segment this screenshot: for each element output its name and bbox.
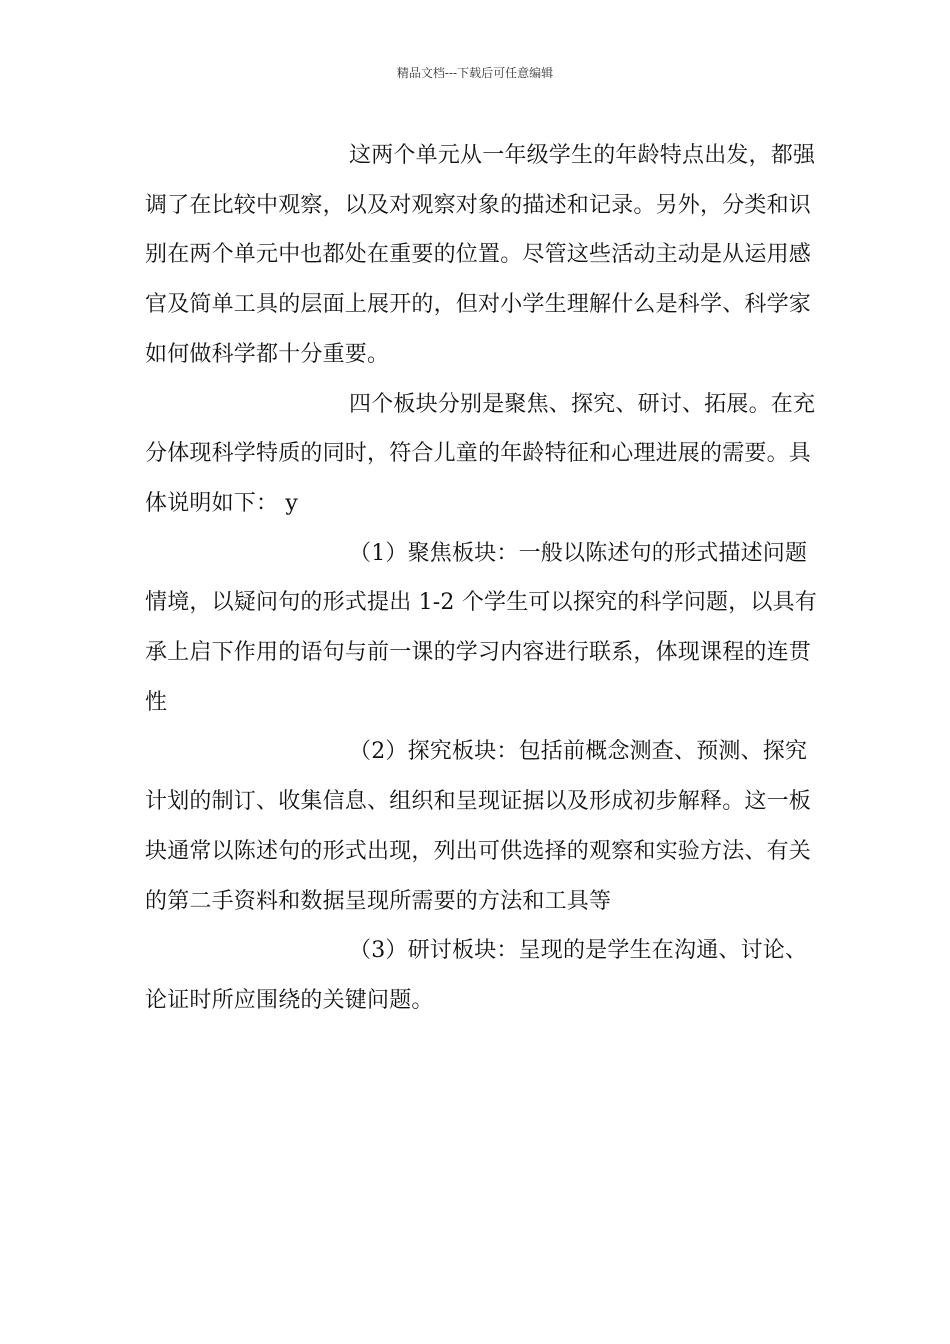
paragraph-focus-section: （1）聚焦板块：一般以陈述句的形式描述问题情境，以疑问句的形式提出 1-2 个学生可以探究的科学问题，以具有承上启下作用的语句与前一课的学习内容进行联系，体现课程的连贯性 xyxy=(145,540,818,715)
paragraph-explore-section: （2）探究板块：包括前概念测查、预测、探究计划的制订、收集信息、组织和呈现证据以及形成初步解释。这一板块通常以陈述句的形式出现，列出可供选择的观察和实验方法、有关的第二手资料和数据呈现所需要的方法和工具等 xyxy=(145,739,812,914)
paragraph-four-sections: 四个板块分别是聚焦、探究、研讨、拓展。在充分体现科学特质的同时，符合儿童的年龄特征和心理进展的需要。具体说明如下： y xyxy=(145,391,816,516)
document-body xyxy=(145,131,825,1026)
paragraph-units-overview: 这两个单元从一年级学生的年龄特点出发，都强调了在比较中观察，以及对观察对象的描述和记录。另外，分类和识别在两个单元中也都处在重要的位置。尽管这些活动主动是从运用感官及简单工具的层面上展开的，但对小学生理解什么是科学、科学家如何做科学都十分重要。 xyxy=(145,143,816,367)
paragraph-discuss-section: （3）研讨板块：呈现的是学生在沟通、讨论、论证时所应围绕的关键问题。 xyxy=(145,938,808,1013)
page-header: 精品文档---下载后可任意编辑 xyxy=(396,66,554,80)
